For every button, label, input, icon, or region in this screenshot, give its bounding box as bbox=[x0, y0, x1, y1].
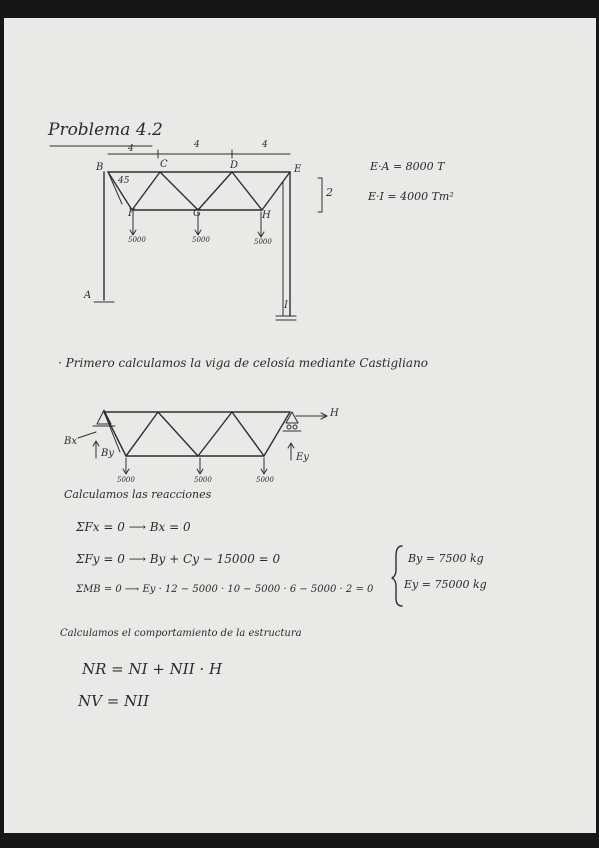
equation-fx: ΣFx = 0 ⟶ Bx = 0 bbox=[76, 520, 191, 534]
dim-label-3: 4 bbox=[262, 140, 268, 150]
node-label-e: E bbox=[294, 164, 302, 175]
node-label-i: I bbox=[284, 300, 288, 311]
ey-label: Ey bbox=[296, 452, 309, 463]
load-label-h: 5000 bbox=[254, 238, 272, 246]
frame-structure bbox=[94, 172, 322, 320]
node-label-f: F bbox=[128, 208, 135, 219]
truss-load-3: 5000 bbox=[256, 476, 274, 484]
node-label-a: A bbox=[84, 290, 92, 301]
property-ei: E·I = 4000 Tm² bbox=[368, 190, 454, 203]
equation-mb: ΣMB = 0 ⟶ Ey · 12 − 5000 · 10 − 5000 · 6 − 5000 · 2 = 0 bbox=[76, 584, 374, 595]
angle-label: 45 bbox=[118, 176, 130, 186]
results-brace bbox=[392, 546, 402, 606]
height-label: 2 bbox=[326, 186, 333, 199]
node-label-c: C bbox=[160, 159, 168, 170]
node-label-b: B bbox=[96, 162, 104, 173]
by-label: By bbox=[101, 448, 114, 459]
node-label-d: D bbox=[230, 160, 239, 171]
node-label-h: H bbox=[262, 210, 271, 221]
truss-structure bbox=[78, 410, 327, 474]
step-1-text: · Primero calculamos la viga de celosía mediante Castigliano bbox=[58, 356, 429, 370]
dim-label-2: 4 bbox=[194, 140, 200, 150]
dimension-line-top bbox=[108, 150, 290, 158]
truss-load-1: 5000 bbox=[117, 476, 135, 484]
property-ea: E·A = 8000 T bbox=[370, 160, 445, 173]
result-ey: Ey = 75000 kg bbox=[404, 578, 487, 591]
page-title: Problema 4.2 bbox=[48, 120, 163, 140]
load-label-f: 5000 bbox=[128, 236, 146, 244]
h-force-label: H bbox=[330, 408, 339, 419]
behavior-heading: Calculamos el comportamiento de la estructura bbox=[60, 628, 302, 639]
formula-nr: NR = NI + NII · H bbox=[82, 660, 223, 678]
load-label-g: 5000 bbox=[192, 236, 210, 244]
equation-fy: ΣFy = 0 ⟶ By + Cy − 15000 = 0 bbox=[76, 552, 281, 566]
reactions-heading: Calculamos las reacciones bbox=[64, 488, 212, 501]
node-label-g: G bbox=[193, 208, 201, 219]
truss-load-2: 5000 bbox=[194, 476, 212, 484]
dim-label-1: 4 bbox=[128, 144, 134, 154]
result-by: By = 7500 kg bbox=[408, 552, 484, 565]
formula-nv: NV = NII bbox=[78, 692, 150, 710]
bx-label: Bx bbox=[64, 436, 77, 447]
